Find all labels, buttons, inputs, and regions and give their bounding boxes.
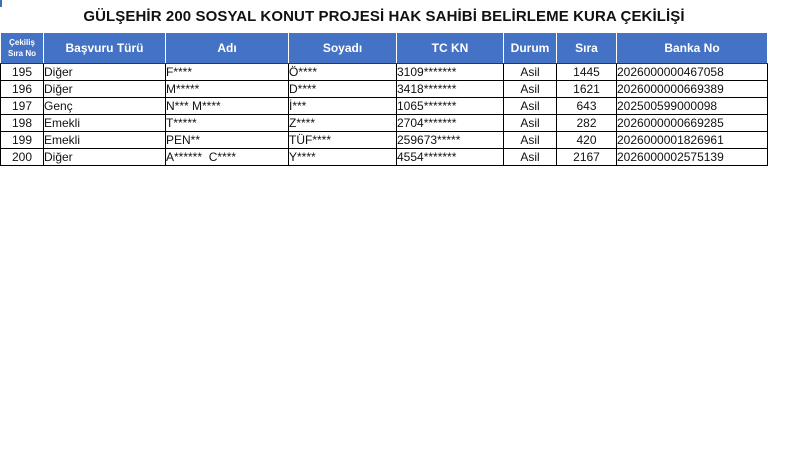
results-table — [0, 32, 768, 166]
cell-tc-kn: 3418******* — [397, 81, 504, 98]
cell-banka-no: 2026000001826961 — [617, 132, 768, 149]
cell-adi: A****** C**** — [166, 149, 289, 166]
cell-banka-no: 2026000000669285 — [617, 115, 768, 132]
cell-sira: 2167 — [557, 149, 617, 166]
cell-cekilis-sira-no: 200 — [1, 149, 44, 166]
table-row — [1, 98, 768, 115]
cell-sira: 1445 — [557, 64, 617, 81]
cell-cekilis-sira-no: 196 — [1, 81, 44, 98]
document-title: GÜLŞEHİR 200 SOSYAL KONUT PROJESİ HAK SAHİBİ BELİRLEME KURA ÇEKİLİŞİ — [83, 8, 685, 25]
cell-sira: 643 — [557, 98, 617, 115]
cell-soyadi: Z**** — [289, 115, 397, 132]
cell-tc-kn: 2704******* — [397, 115, 504, 132]
cell-tc-kn: 3109******* — [397, 64, 504, 81]
col-header-soyadi: Soyadı — [289, 33, 397, 64]
cell-cekilis-sira-no: 198 — [1, 115, 44, 132]
table-row — [1, 149, 768, 166]
cell-banka-no: 2026000000669389 — [617, 81, 768, 98]
cell-adi: T***** — [166, 115, 289, 132]
cell-soyadi: Y**** — [289, 149, 397, 166]
cell-tc-kn: 1065******* — [397, 98, 504, 115]
cell-soyadi: D**** — [289, 81, 397, 98]
table-header-row — [1, 33, 768, 64]
cell-sira: 1621 — [557, 81, 617, 98]
cell-tc-kn: 4554******* — [397, 149, 504, 166]
col-header-adi: Adı — [166, 33, 289, 64]
cell-cekilis-sira-no: 199 — [1, 132, 44, 149]
cell-basvuru-turu: Emekli — [44, 115, 166, 132]
cell-sira: 282 — [557, 115, 617, 132]
cell-adi: N*** M**** — [166, 98, 289, 115]
cell-banka-no: 2026000002575139 — [617, 149, 768, 166]
page-corner-mark — [0, 0, 2, 7]
cell-durum: Asil — [504, 64, 557, 81]
col-header-durum: Durum — [504, 33, 557, 64]
cell-banka-no: 2026000000467058 — [617, 64, 768, 81]
cell-basvuru-turu: Emekli — [44, 132, 166, 149]
cell-basvuru-turu: Diğer — [44, 81, 166, 98]
table-row — [1, 81, 768, 98]
cell-durum: Asil — [504, 115, 557, 132]
cell-adi: PEN** — [166, 132, 289, 149]
cell-soyadi: Ö**** — [289, 64, 397, 81]
cell-banka-no: 202500599000098 — [617, 98, 768, 115]
table-row — [1, 64, 768, 81]
col-header-tc-kn: TC KN — [397, 33, 504, 64]
cell-basvuru-turu: Diğer — [44, 64, 166, 81]
cell-adi: M***** — [166, 81, 289, 98]
table-row — [1, 115, 768, 132]
col-header-basvuru-turu: Başvuru Türü — [44, 33, 166, 64]
col-header-banka-no: Banka No — [617, 33, 768, 64]
cell-adi: F**** — [166, 64, 289, 81]
table-row — [1, 132, 768, 149]
cell-cekilis-sira-no: 195 — [1, 64, 44, 81]
cell-cekilis-sira-no: 197 — [1, 98, 44, 115]
cell-durum: Asil — [504, 132, 557, 149]
cell-durum: Asil — [504, 81, 557, 98]
cell-soyadi: İ*** — [289, 98, 397, 115]
col-header-sira: Sıra — [557, 33, 617, 64]
cell-soyadi: TÜF**** — [289, 132, 397, 149]
cell-tc-kn: 259673***** — [397, 132, 504, 149]
cell-basvuru-turu: Genç — [44, 98, 166, 115]
cell-durum: Asil — [504, 98, 557, 115]
cell-durum: Asil — [504, 149, 557, 166]
col-header-cekilis-sira-no: Çekiliş Sıra No — [1, 33, 44, 64]
cell-sira: 420 — [557, 132, 617, 149]
cell-basvuru-turu: Diğer — [44, 149, 166, 166]
